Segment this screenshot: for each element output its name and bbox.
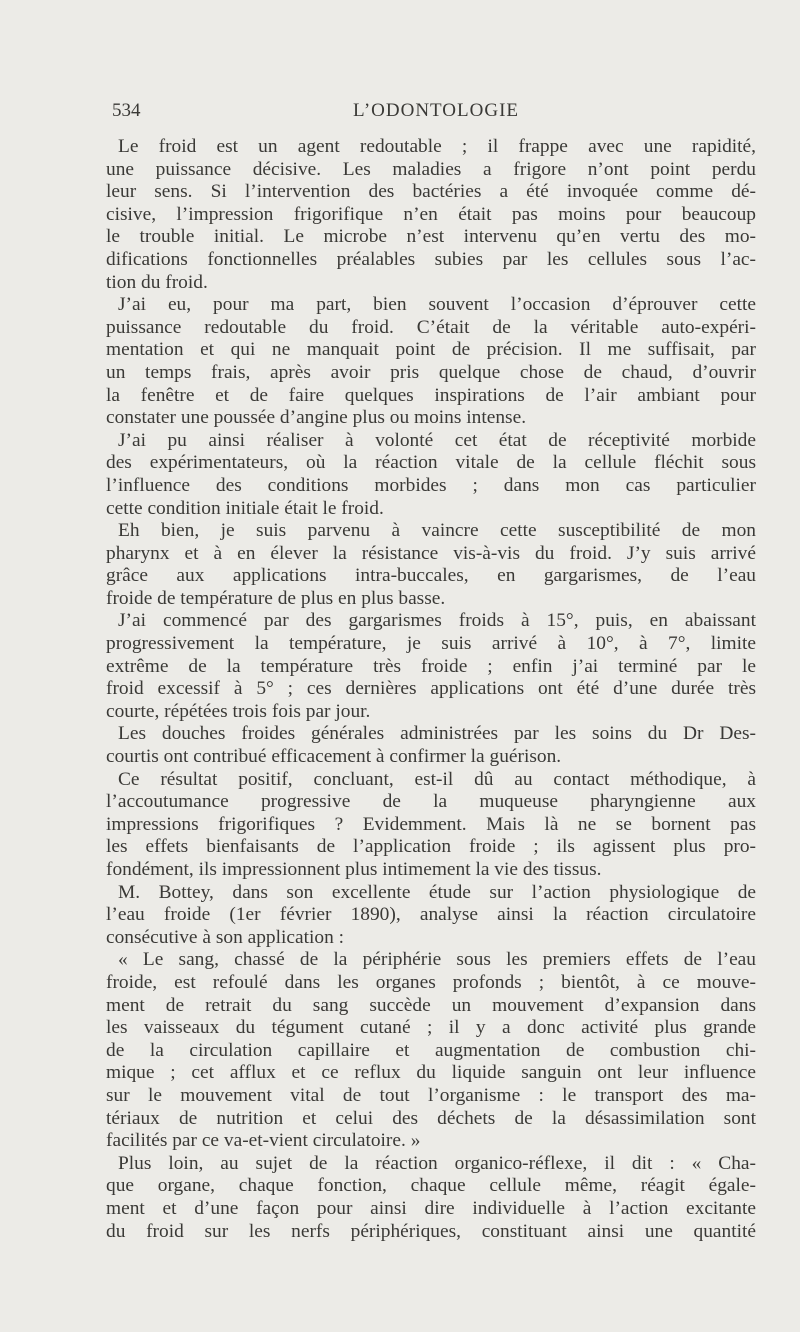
text-line: fondément, ils impressionnent plus intimement la vie des tissus. xyxy=(106,859,602,880)
text-line: froid excessif à 5° ; ces dernières applications ont été d’une durée très xyxy=(106,678,756,700)
paragraph xyxy=(106,769,756,882)
text-line: extrême de la température très froide ; enfin j’ai terminé par le xyxy=(106,655,756,677)
text-line: tion du froid. xyxy=(106,271,208,293)
text-line: J’ai pu ainsi réaliser à volonté cet état de réceptivité morbide xyxy=(118,429,756,451)
text-line: impressions frigorifiques ? Evidemment. Mais là ne se bornent pas xyxy=(106,813,756,835)
text-line: sur le mouvement vital de tout l’organisme : le transport des ma- xyxy=(106,1084,756,1106)
text-line: Plus loin, au sujet de la réaction organico-réflexe, il dit : « Cha- xyxy=(118,1152,756,1174)
text-line: J’ai commencé par des gargarismes froids à 15°, puis, en abaissant xyxy=(118,610,756,632)
text-line: des expérimentateurs, où la réaction vitale de la cellule fléchit sous xyxy=(106,452,756,474)
text-line: progressivement la température, je suis arrivé à 10°, à 7°, limite xyxy=(106,633,756,655)
text-line: leur sens. Si l’intervention des bactéries a été invoquée comme dé- xyxy=(106,181,756,203)
text-line: Ce résultat positif, concluant, est-il dû au contact méthodique, à xyxy=(118,768,756,790)
paragraph xyxy=(106,1153,756,1243)
page-header xyxy=(112,100,760,130)
text-line: le trouble initial. Le microbe n’est intervenu qu’en vertu des mo- xyxy=(106,226,756,248)
text-line: mique ; cet afflux et ce reflux du liquide sanguin ont leur influence xyxy=(106,1062,756,1084)
text-line: M. Bottey, dans son excellente étude sur l’action physiologique de xyxy=(118,881,756,903)
page-number: 534 xyxy=(112,100,141,121)
text-line: tériaux de nutrition et celui des déchets de la désassimilation sont xyxy=(106,1107,756,1129)
paragraph xyxy=(106,430,756,520)
paragraph xyxy=(106,136,756,294)
paragraph xyxy=(106,294,756,430)
paragraph xyxy=(106,723,756,768)
text-line: froide, est refoulé dans les organes profonds ; bientôt, à ce mouve- xyxy=(106,971,756,993)
text-line: les vaisseaux du tégument cutané ; il y a donc activité plus grande xyxy=(106,1017,756,1039)
body-text xyxy=(106,136,756,1243)
text-line: courte, répétées trois fois par jour. xyxy=(106,700,371,722)
text-line: cette condition initiale était le froid. xyxy=(106,497,384,519)
text-line: un temps frais, après avoir pris quelque chose de chaud, d’ouvrir xyxy=(106,361,756,383)
text-line: mentation et qui ne manquait point de précision. Il me suffisait, par xyxy=(106,339,756,361)
text-line: l’accoutumance progressive de la muqueuse pharyngienne aux xyxy=(106,791,756,813)
text-line: Les douches froides générales administrées par les soins du Dr Des- xyxy=(118,723,756,745)
text-line: pharynx et à en élever la résistance vis-à-vis du froid. J’y suis arrivé xyxy=(106,542,756,564)
text-line: la fenêtre et de faire quelques inspirations de l’air ambiant pour xyxy=(106,384,756,406)
text-line: consécutive à son application : xyxy=(106,926,344,948)
text-line: que organe, chaque fonction, chaque cellule même, réagit égale- xyxy=(106,1175,756,1197)
text-line: puissance redoutable du froid. C’était de la véritable auto-expéri- xyxy=(106,316,756,338)
text-line: l’influence des conditions morbides ; dans mon cas particulier xyxy=(106,474,756,496)
text-line: « Le sang, chassé de la périphérie sous les premiers effets de l’eau xyxy=(118,949,756,971)
paragraph xyxy=(106,949,756,1152)
text-line: ment et d’une façon pour ainsi dire individuelle à l’action excitante xyxy=(106,1197,756,1219)
text-line: courtis ont contribué efficacement à confirmer la guérison. xyxy=(106,746,562,768)
running-title: L’ODONTOLOGIE xyxy=(352,100,520,121)
text-line: facilités par ce va-et-vient circulatoire. » xyxy=(106,1130,421,1152)
text-line: de la circulation capillaire et augmentation de combustion chi- xyxy=(106,1039,756,1061)
paragraph xyxy=(106,610,756,723)
text-line: cisive, l’impression frigorifique n’en était pas moins pour beaucoup xyxy=(106,203,756,225)
paragraph xyxy=(106,520,756,610)
text-line: l’eau froide (1er février 1890), analyse ainsi la réaction circulatoire xyxy=(106,904,756,926)
text-line: ment de retrait du sang succède un mouvement d’expansion dans xyxy=(106,994,756,1016)
text-line: les effets bienfaisants de l’application froide ; ils agissent plus pro- xyxy=(106,836,756,858)
text-line: Eh bien, je suis parvenu à vaincre cette susceptibilité de mon xyxy=(118,520,756,542)
text-line: grâce aux applications intra-buccales, en gargarismes, de l’eau xyxy=(106,565,756,587)
text-line: une puissance décisive. Les maladies a frigore n’ont point perdu xyxy=(106,158,756,180)
text-line: J’ai eu, pour ma part, bien souvent l’occasion d’éprouver cette xyxy=(118,294,756,316)
paragraph xyxy=(106,882,756,950)
text-line: du froid sur les nerfs périphériques, constituant ainsi une quantité xyxy=(106,1220,756,1242)
text-line: constater une poussée d’angine plus ou moins intense. xyxy=(106,407,527,429)
text-line: difications fonctionnelles préalables subies par les cellules sous l’ac- xyxy=(106,248,756,270)
text-line: froide de température de plus en plus basse. xyxy=(106,587,446,609)
text-line: Le froid est un agent redoutable ; il frappe avec une rapidité, xyxy=(118,136,756,157)
